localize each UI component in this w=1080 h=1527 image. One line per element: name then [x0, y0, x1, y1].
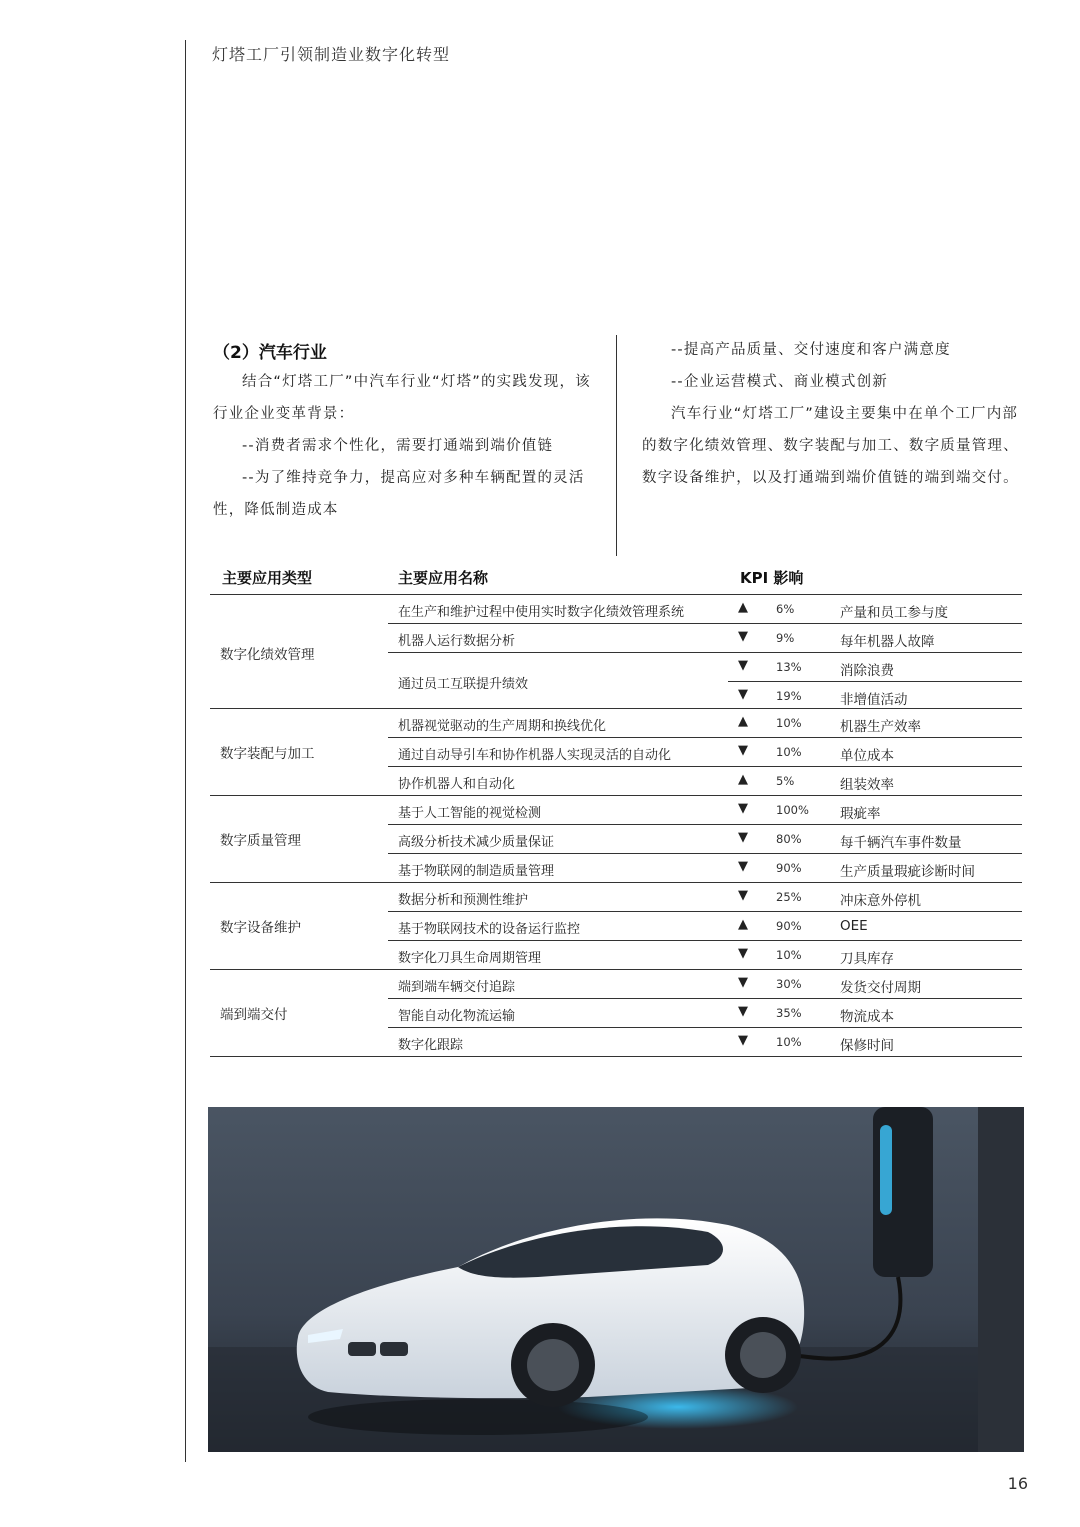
- up-arrow-icon: ▲: [738, 600, 748, 615]
- table-group: [210, 708, 1022, 795]
- kpi-label: 机器生产效率: [840, 719, 921, 735]
- kpi-label: 冲床意外停机: [840, 893, 921, 909]
- running-header: 灯塔工厂引领制造业数字化转型: [212, 45, 451, 64]
- kpi-percent: 13%: [776, 660, 802, 674]
- up-arrow-icon: ▲: [738, 917, 748, 932]
- kpi-label: 单位成本: [840, 748, 894, 764]
- column-divider: [616, 335, 617, 556]
- category-label: 数字设备维护: [220, 920, 301, 936]
- kpi-label: 瑕疵率: [840, 806, 881, 822]
- table-row: [388, 624, 1022, 653]
- table-row: [388, 854, 1022, 882]
- kpi-percent: 19%: [776, 689, 802, 703]
- kpi-percent: 100%: [776, 803, 809, 817]
- kpi-percent: 35%: [776, 1006, 802, 1020]
- kpi-percent: 80%: [776, 832, 802, 846]
- kpi-label: 每年机器人故障: [840, 634, 935, 650]
- table-row: [388, 709, 1022, 738]
- kpi-label: OEE: [840, 918, 868, 934]
- table-row: [388, 999, 1022, 1028]
- down-arrow-icon: ▼: [738, 658, 748, 673]
- kpi-percent: 6%: [776, 602, 795, 616]
- down-arrow-icon: ▼: [738, 946, 748, 961]
- kpi-label: 产量和员工参与度: [840, 605, 948, 621]
- margin-rule: [185, 40, 186, 1462]
- paragraph: 结合“灯塔工厂”中汽车行业“灯塔”的实践发现，该行业企业变革背景：: [213, 374, 591, 422]
- kpi-label: 刀具库存: [840, 951, 894, 967]
- table-row: [388, 825, 1022, 854]
- paragraph: --企业运营模式、商业模式创新: [671, 374, 888, 390]
- table-row: [388, 796, 1022, 825]
- header-type: 主要应用类型: [222, 569, 313, 587]
- down-arrow-icon: ▼: [738, 1004, 748, 1019]
- up-arrow-icon: ▲: [738, 714, 748, 729]
- kpi-percent: 9%: [776, 631, 795, 645]
- kpi-label: 消除浪费: [840, 663, 894, 679]
- paragraph: --提高产品质量、交付速度和客户满意度: [671, 342, 951, 358]
- table-row: [388, 1028, 1022, 1056]
- kpi-label: 组装效率: [840, 777, 894, 793]
- page-number: 16: [1007, 1474, 1028, 1493]
- kpi-percent: 90%: [776, 861, 802, 875]
- down-arrow-icon: ▼: [738, 975, 748, 990]
- table-row: [388, 912, 1022, 941]
- table-group: [210, 594, 1022, 708]
- kpi-percent: 10%: [776, 1035, 802, 1049]
- category-label: 数字化绩效管理: [220, 647, 315, 663]
- table-row: [388, 767, 1022, 795]
- app-name: 基于人工智能的视觉检测: [398, 806, 542, 821]
- car-charging-photo: [208, 1107, 1024, 1452]
- table-row: [388, 970, 1022, 999]
- app-name: 数字化刀具生命周期管理: [398, 951, 542, 966]
- up-arrow-icon: ▲: [738, 772, 748, 787]
- category-label: 数字质量管理: [220, 833, 301, 849]
- kpi-percent: 10%: [776, 716, 802, 730]
- kpi-label: 非增值活动: [840, 692, 908, 708]
- table-group: [210, 882, 1022, 969]
- table-group: [210, 969, 1022, 1057]
- right-column: [642, 334, 1027, 494]
- kpi-percent: 10%: [776, 948, 802, 962]
- app-name: 通过员工互联提升绩效: [398, 677, 529, 692]
- down-arrow-icon: ▼: [738, 801, 748, 816]
- kpi-label: 生产质量瑕疵诊断时间: [840, 864, 975, 880]
- table-row: [388, 653, 1022, 710]
- down-arrow-icon: ▼: [738, 687, 748, 702]
- app-name: 协作机器人和自动化: [398, 777, 516, 792]
- down-arrow-icon: ▼: [738, 888, 748, 903]
- kpi-label: 物流成本: [840, 1009, 894, 1025]
- left-column: [213, 366, 598, 526]
- kpi-percent: 90%: [776, 919, 802, 933]
- kpi-table: [210, 560, 1022, 1057]
- table-row: [388, 941, 1022, 969]
- section-title: （2）汽车行业: [213, 343, 327, 363]
- app-name: 在生产和维护过程中使用实时数字化绩效管理系统: [398, 605, 685, 620]
- down-arrow-icon: ▼: [738, 1033, 748, 1048]
- table-subrow: [728, 682, 1022, 710]
- paragraph: --消费者需求个性化，需要打通端到端价值链: [242, 438, 554, 454]
- down-arrow-icon: ▼: [738, 743, 748, 758]
- kpi-percent: 25%: [776, 890, 802, 904]
- paragraph: 汽车行业“灯塔工厂”建设主要集中在单个工厂内部的数字化绩效管理、数字装配与加工、数字质量管理、数字设备维护，以及打通端到端价值链的端到端交付。: [642, 406, 1019, 486]
- app-name: 高级分析技术减少质量保证: [398, 835, 555, 850]
- kpi-label: 保修时间: [840, 1038, 894, 1054]
- app-name: 基于物联网的制造质量管理: [398, 864, 555, 879]
- down-arrow-icon: ▼: [738, 859, 748, 874]
- kpi-label: 每千辆汽车事件数量: [840, 835, 962, 851]
- kpi-percent: 30%: [776, 977, 802, 991]
- header-kpi: KPI 影响: [740, 569, 804, 587]
- app-name: 基于物联网技术的设备运行监控: [398, 922, 581, 937]
- down-arrow-icon: ▼: [738, 830, 748, 845]
- app-name: 数字化跟踪: [398, 1038, 464, 1053]
- kpi-label: 发货交付周期: [840, 980, 921, 996]
- app-name: 数据分析和预测性维护: [398, 893, 529, 908]
- table-row: [388, 738, 1022, 767]
- paragraph: --为了维持竞争力，提高应对多种车辆配置的灵活性，降低制造成本: [213, 470, 585, 518]
- down-arrow-icon: ▼: [738, 629, 748, 644]
- table-subrow: [728, 653, 1022, 682]
- kpi-percent: 5%: [776, 774, 795, 788]
- category-label: 端到端交付: [220, 1007, 288, 1023]
- app-name: 通过自动导引车和协作机器人实现灵活的自动化: [398, 748, 672, 763]
- kpi-percent: 10%: [776, 745, 802, 759]
- category-label: 数字装配与加工: [220, 746, 315, 762]
- app-name: 机器视觉驱动的生产周期和换线优化: [398, 719, 607, 734]
- app-name: 机器人运行数据分析: [398, 634, 516, 649]
- table-row: [388, 595, 1022, 624]
- header-name: 主要应用名称: [398, 569, 489, 587]
- table-header: [210, 560, 1022, 594]
- app-name: 端到端车辆交付追踪: [398, 980, 516, 995]
- car-illustration: [208, 1107, 1024, 1452]
- table-group: [210, 795, 1022, 882]
- table-row: [388, 883, 1022, 912]
- app-name: 智能自动化物流运输: [398, 1009, 516, 1024]
